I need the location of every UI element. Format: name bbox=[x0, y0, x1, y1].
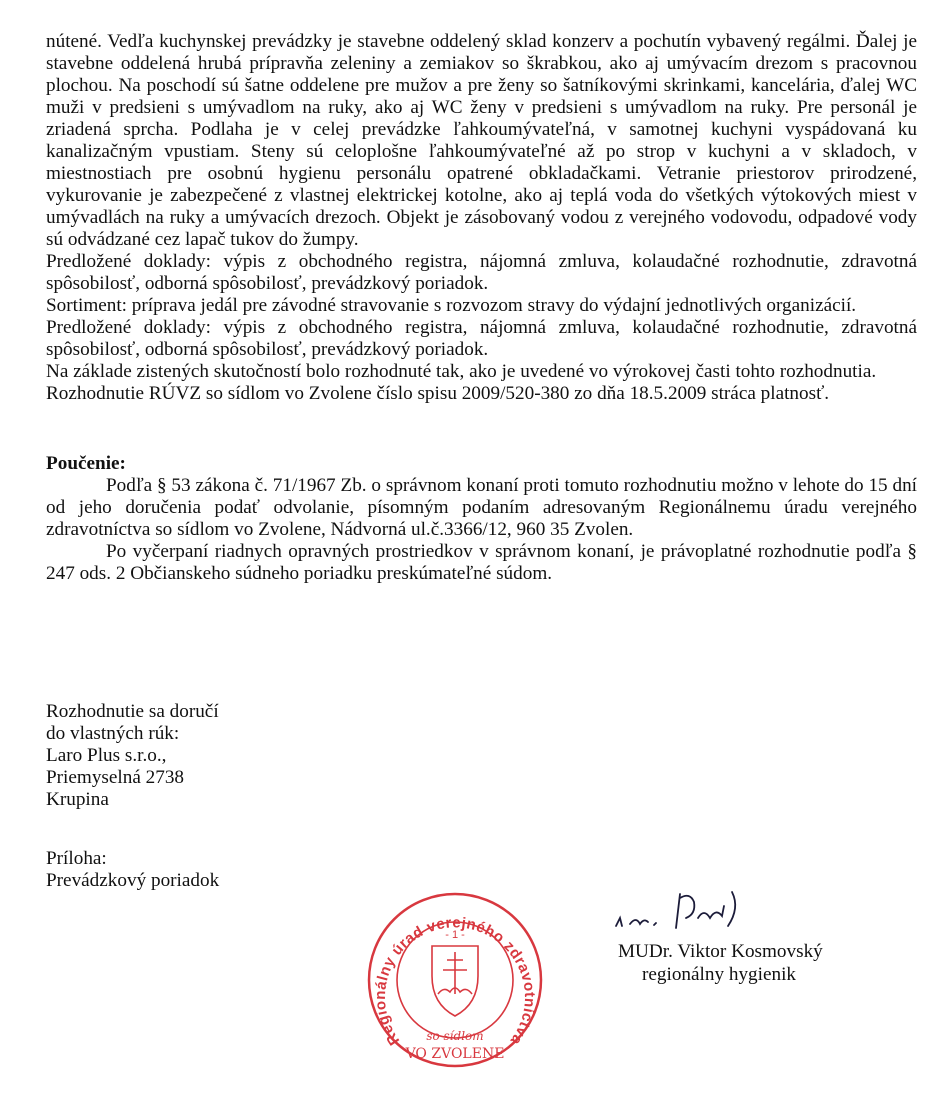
signatory-title: regionálny hygienik bbox=[642, 964, 796, 985]
submitted-documents-paragraph-2: Predložené doklady: výpis z obchodného registra, nájomná zmluva, kolaudačné rozhodnutie, zdravotná spôsobilosť, odborná spôsobilosť, prevádzkový poriadok. bbox=[46, 317, 917, 360]
assortment-paragraph: Sortiment: príprava jedál pre závodné stravovanie s rozvozom stravy do výdajní jednotlivých organizácií. bbox=[46, 295, 857, 316]
stamp-number: - 1 - bbox=[445, 929, 465, 941]
delivery-line: do vlastných rúk: bbox=[46, 723, 180, 744]
conclusion-paragraph: Na základe zistených skutočností bolo rozhodnuté tak, ako je uvedené vo výrokovej časti tohto rozhodnutia. bbox=[46, 361, 877, 382]
coat-of-arms-icon bbox=[432, 946, 478, 1016]
facility-description-paragraph: nútené. Vedľa kuchynskej prevádzky je stavebne oddelený sklad konzerv a pochutín vybavený regálmi. Ďalej je stavebne oddelená hrubá prípravňa zeleniny a zemiakov so škrabkou, ako aj umývacím drezom s pracovnou plochou. Na poschodí sú šatne oddelene pre mužov a pre ženy so šatníkovými skrinkami, kancelária, ďalej WC muži v predsieni s umývadlom na ruky, ako aj WC ženy v predsieni s umývadlom na ruky. Pre personál je zriadená sprcha. Podlaha je v celej prevádzke ľahkoumývateľná, v samotnej kuchyni vyspádovaná ku kanalizačným vpustiam. Steny sú celoplošne ľahkoumývateľné až po strop v kuchyni a v skladoch, v miestnostiach pre osobnú hygienu personálu opatrené obkladačkami. Vetranie priestorov prirodzené, vykurovanie je zabezpečené z vlastnej elektrickej kotolne, ako aj teplá voda do všetkých výtokových miest v umývadlách na ruky a umývacích drezoch. Objekt je zásobovaný vodou z verejného vodovodu, odpadové vody sú odvádzané cez lapač tukov do žumpy. bbox=[46, 31, 917, 250]
attachment-item: Prevádzkový poriadok bbox=[46, 870, 220, 891]
instruction-heading: Poučenie: bbox=[46, 453, 126, 474]
delivery-line: Rozhodnutie sa doručí bbox=[46, 701, 219, 722]
court-review-paragraph: Po vyčerpaní riadnych opravných prostriedkov v správnom konaní, je právoplatné rozhodnutie podľa § 247 ods. 2 Občianskeho súdneho poriadku preskúmateľné súdom. bbox=[46, 541, 917, 584]
handwritten-signature bbox=[610, 888, 780, 938]
signatory-name: MUDr. Viktor Kosmovský bbox=[618, 941, 823, 962]
stamp-city-label: VO ZVOLENE bbox=[405, 1046, 505, 1062]
stamp-outer-text: Regionálny úrad verejného zdravotníctva bbox=[371, 914, 539, 1049]
official-stamp bbox=[366, 880, 544, 1080]
invalidation-paragraph: Rozhodnutie RÚVZ so sídlom vo Zvolene číslo spisu 2009/520-380 zo dňa 18.5.2009 stráca platnosť. bbox=[46, 383, 830, 404]
recipient-name: Laro Plus s.r.o., bbox=[46, 745, 167, 766]
delivery-block bbox=[46, 701, 219, 811]
attachment-label: Príloha: bbox=[46, 848, 107, 869]
attachment-block bbox=[46, 848, 219, 892]
stamp-seat-label: so sídlom bbox=[426, 1029, 484, 1043]
recipient-street: Priemyselná 2738 bbox=[46, 767, 185, 788]
submitted-documents-paragraph: Predložené doklady: výpis z obchodného registra, nájomná zmluva, kolaudačné rozhodnutie, zdravotná spôsobilosť, odborná spôsobilosť, prevádzkový poriadok. bbox=[46, 251, 917, 294]
decision-reasoning bbox=[46, 31, 917, 585]
recipient-city: Krupina bbox=[46, 789, 109, 810]
appeal-paragraph: Podľa § 53 zákona č. 71/1967 Zb. o správnom konaní proti tomuto rozhodnutiu možno v lehote do 15 dní od jeho doručenia podať odvolanie, písomným podaním adresovaným Regionálnemu úradu verejného zdravotníctva so sídlom vo Zvolene, Nádvorná ul.č.3366/12, 960 35 Zvolen. bbox=[46, 475, 917, 540]
